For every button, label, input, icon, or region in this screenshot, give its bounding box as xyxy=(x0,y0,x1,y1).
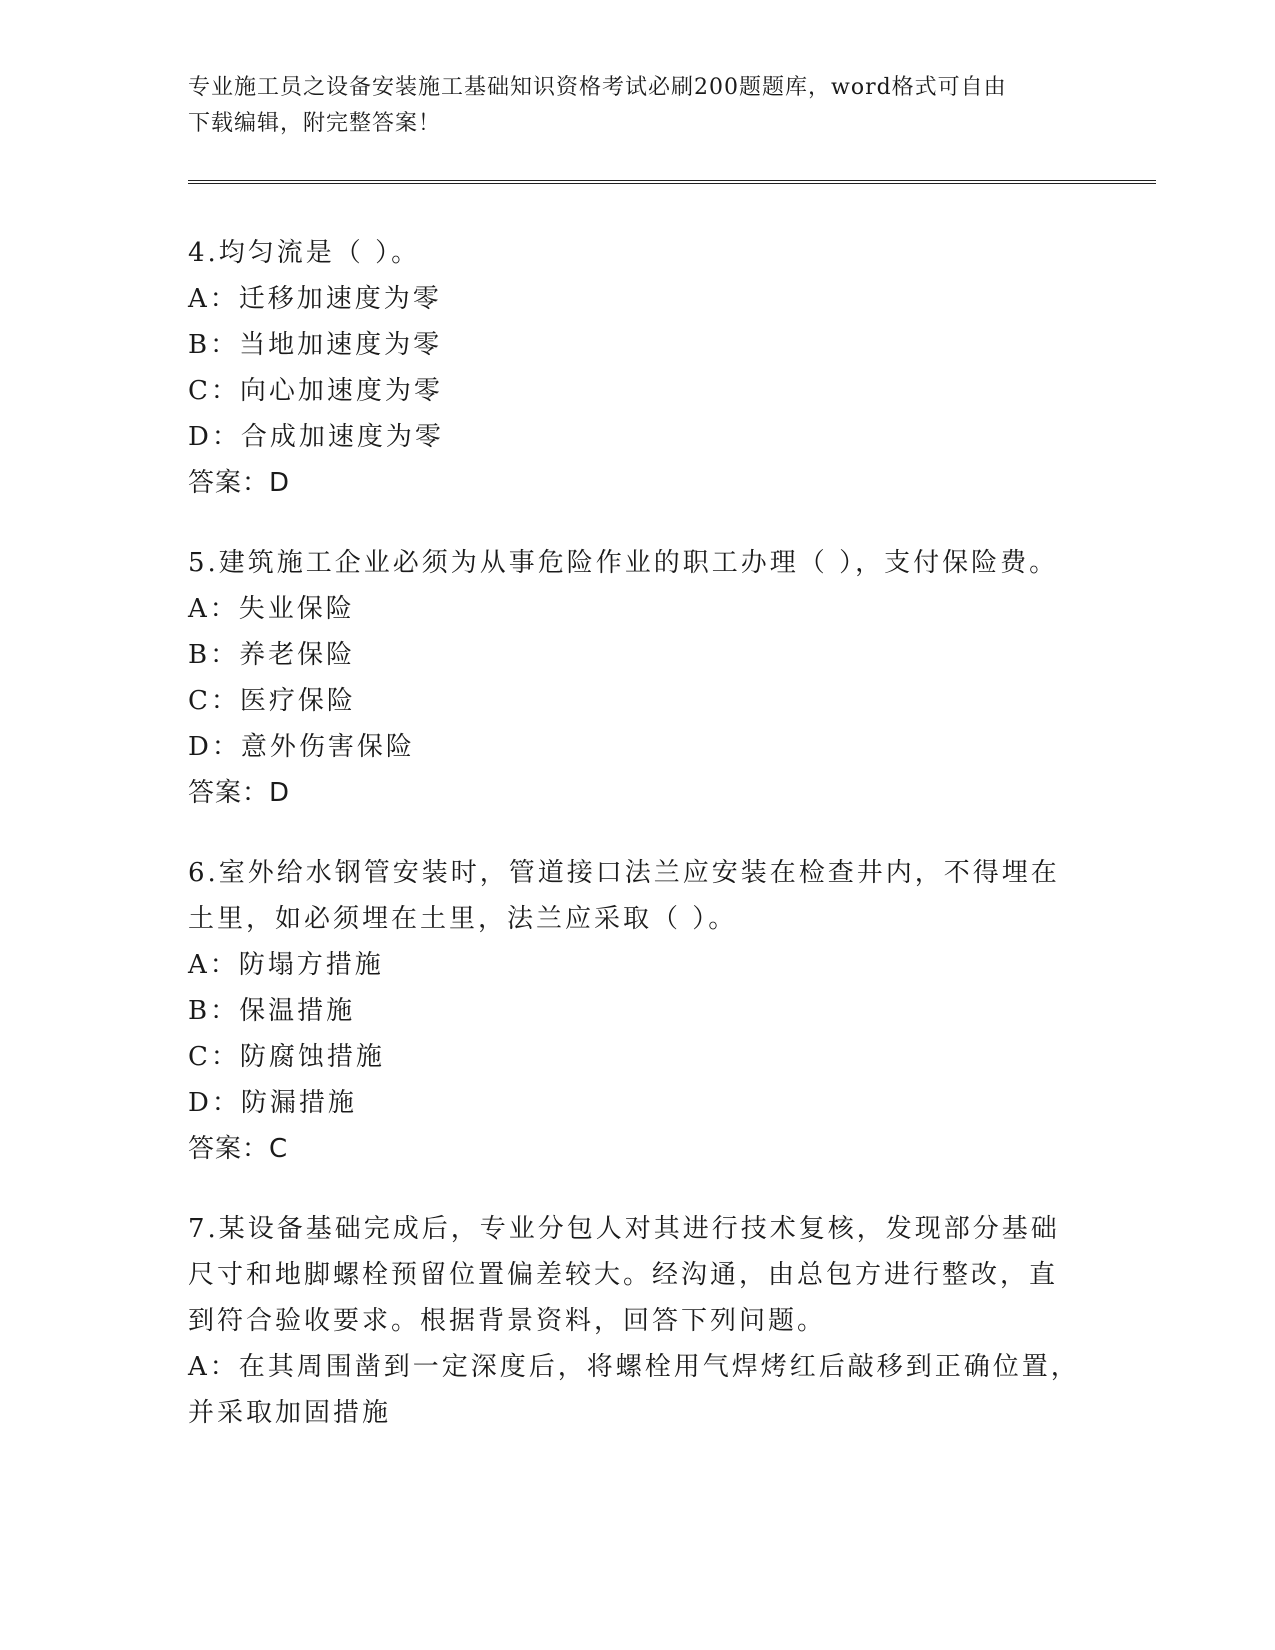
header-line-1: 专业施工员之设备安装施工基础知识资格考试必刷200题题库，word格式可自由 xyxy=(188,75,1007,100)
option-c: C：向心加速度为零 xyxy=(188,376,443,406)
option-d: D：意外伤害保险 xyxy=(188,732,415,762)
question-5 xyxy=(188,540,1088,816)
question-text-line-3: 到符合验收要求。根据背景资料，回答下列问题。 xyxy=(188,1306,827,1336)
question-text-line-1: 7.某设备基础完成后，专业分包人对其进行技术复核，发现部分基础 xyxy=(188,1214,1060,1244)
option-a-line-2: 并采取加固措施 xyxy=(188,1398,392,1428)
answer: 答案：C xyxy=(188,1134,289,1164)
option-b: B：养老保险 xyxy=(188,640,356,670)
answer: 答案：D xyxy=(188,468,291,498)
option-c: C：医疗保险 xyxy=(188,686,356,716)
question-text-line-2: 尺寸和地脚螺栓预留位置偏差较大。经沟通，由总包方进行整改，直 xyxy=(188,1260,1059,1290)
option-a: A：防塌方措施 xyxy=(188,950,384,980)
question-7 xyxy=(188,1206,1088,1436)
option-d: D：合成加速度为零 xyxy=(188,422,444,452)
option-c: C：防腐蚀措施 xyxy=(188,1042,385,1072)
question-text-line-2: 土里，如必须埋在土里，法兰应采取（ ）。 xyxy=(188,904,738,934)
header-line-2: 下载编辑，附完整答案！ xyxy=(188,111,442,136)
option-a-line-1: A：在其周围凿到一定深度后，将螺栓用气焊烤红后敲移到正确位置， xyxy=(188,1352,1080,1382)
question-4 xyxy=(188,230,1088,506)
question-list xyxy=(188,230,1088,1470)
question-text: 5.建筑施工企业必须为从事危险作业的职工办理（ ），支付保险费。 xyxy=(188,548,1059,578)
header-divider-top xyxy=(188,180,1156,181)
option-b: B：当地加速度为零 xyxy=(188,330,443,360)
question-text-line-1: 6.室外给水钢管安装时，管道接口法兰应安装在检查井内，不得埋在 xyxy=(188,858,1060,888)
header-divider-bottom xyxy=(188,183,1156,184)
option-a: A：迁移加速度为零 xyxy=(188,284,442,314)
question-6 xyxy=(188,850,1088,1172)
option-a: A：失业保险 xyxy=(188,594,355,624)
option-b: B：保温措施 xyxy=(188,996,356,1026)
question-text: 4.均匀流是（ ）。 xyxy=(188,238,421,268)
answer: 答案：D xyxy=(188,778,291,808)
document-header xyxy=(188,70,1078,142)
option-d: D：防漏措施 xyxy=(188,1088,357,1118)
